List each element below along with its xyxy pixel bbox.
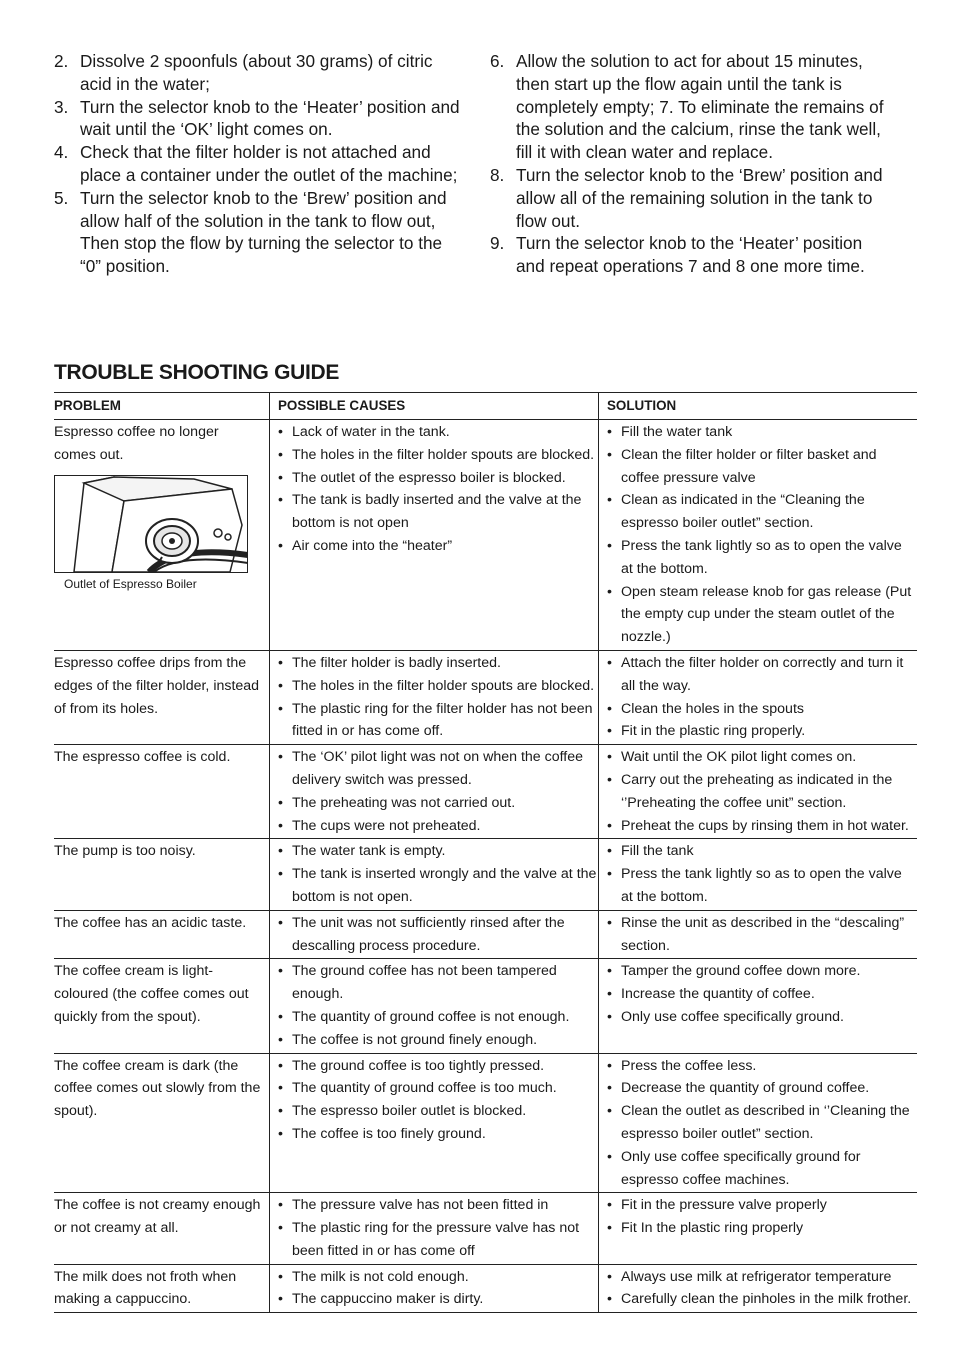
cause-item: • The quantity of ground coffee is not enough.	[278, 1006, 598, 1029]
solution-item: • Only use coffee specifically ground.	[607, 1006, 917, 1029]
causes-list	[278, 1266, 598, 1312]
table-row	[54, 1193, 917, 1264]
header-solution: SOLUTION	[599, 393, 918, 420]
cause-item: • The cappuccino maker is dirty.	[278, 1288, 598, 1311]
cause-item: • The plastic ring for the filter holder has not been fitted in or has come off.	[278, 698, 598, 744]
solution-item: • Rinse the unit as described in the “descaling” section.	[607, 912, 917, 958]
problem-text: The coffee cream is light-coloured (the coffee comes out quickly from the spout).	[54, 963, 249, 1025]
solution-cell	[599, 910, 918, 959]
step-number: 5.	[54, 187, 69, 208]
cause-item: • The filter holder is badly inserted.	[278, 652, 598, 675]
causes-cell	[270, 1053, 599, 1193]
causes-cell	[270, 420, 599, 651]
solutions-list	[607, 652, 917, 743]
causes-list	[278, 1055, 598, 1146]
guide-title: TROUBLE SHOOTING GUIDE	[54, 361, 340, 384]
cause-item: • Lack of water in the tank.	[278, 421, 598, 444]
solution-item: • Tamper the ground coffee down more.	[607, 960, 917, 983]
table-row	[54, 745, 917, 839]
causes-cell	[270, 1193, 599, 1264]
problem-text: Espresso coffee no longer comes out.	[54, 424, 219, 463]
step-text: Turn the selector knob to the ‘Brew’ position and allow all of the remaining solution in the tank to flow out.	[516, 164, 883, 231]
problem-cell	[54, 1053, 270, 1193]
causes-list	[278, 912, 598, 958]
solution-cell	[599, 745, 918, 839]
figure-caption: Outlet of Espresso Boiler	[64, 576, 197, 591]
cause-item: • The water tank is empty.	[278, 840, 598, 863]
table-row	[54, 910, 917, 959]
problem-cell	[54, 1264, 270, 1313]
solution-item: • Fill the water tank	[607, 421, 917, 444]
causes-cell	[270, 910, 599, 959]
problem-text: The espresso coffee is cold.	[54, 749, 231, 766]
solution-item: • Only use coffee specifically ground for espresso coffee machines.	[607, 1146, 917, 1192]
step-number: 3.	[54, 96, 69, 117]
step-item	[54, 50, 464, 96]
solution-item: • Carry out the preheating as indicated in the ‘’Preheating the coffee unit” section.	[607, 769, 917, 815]
cause-item: • The coffee is too finely ground.	[278, 1123, 598, 1146]
cause-item: • The pressure valve has not been fitted in	[278, 1194, 598, 1217]
solution-item: • Fit In the plastic ring properly	[607, 1217, 917, 1240]
table-row	[54, 839, 917, 910]
problem-cell	[54, 959, 270, 1053]
step-text: Turn the selector knob to the ‘Brew’ position and allow half of the solution in the tank to flow out, Then stop the flow by turning the selector to the “0” position.	[80, 187, 447, 277]
causes-list	[278, 652, 598, 743]
solution-item: • Increase the quantity of coffee.	[607, 983, 917, 1006]
step-text: Check that the filter holder is not attached and place a container under the outlet of the machine;	[80, 142, 458, 185]
cause-item: • The quantity of ground coffee is too much.	[278, 1077, 598, 1100]
step-text: Dissolve 2 spoonfuls (about 30 grams) of citric acid in the water;	[80, 51, 433, 94]
cause-item: • The cups were not preheated.	[278, 815, 598, 838]
solution-item: • Fit in the pressure valve properly	[607, 1194, 917, 1217]
cause-item: • The milk is not cold enough.	[278, 1266, 598, 1289]
cause-item: • The holes in the filter holder spouts are blocked.	[278, 675, 598, 698]
solution-cell	[599, 839, 918, 910]
problem-text: The milk does not froth when making a cappuccino.	[54, 1268, 237, 1308]
steps-right-column	[490, 50, 890, 278]
causes-list	[278, 746, 598, 837]
solution-item: • Attach the filter holder on correctly and turn it all the way.	[607, 652, 917, 698]
solution-cell	[599, 1264, 918, 1313]
solution-cell	[599, 959, 918, 1053]
solution-item: • Clean the outlet as described in ‘’Cleaning the espresso boiler outlet” section.	[607, 1100, 917, 1146]
causes-cell	[270, 839, 599, 910]
header-causes: POSSIBLE CAUSES	[270, 393, 599, 420]
solution-cell	[599, 650, 918, 744]
step-item	[54, 96, 464, 142]
solution-item: • Fit in the plastic ring properly.	[607, 720, 917, 743]
solutions-list	[607, 840, 917, 908]
solutions-list	[607, 960, 917, 1028]
problem-text: Espresso coffee drips from the edges of the filter holder, instead of from its holes.	[54, 654, 260, 717]
step-text: Turn the selector knob to the ‘Heater’ position and wait until the ‘OK’ light comes on.	[80, 96, 460, 140]
table-row	[54, 1053, 917, 1193]
cause-item: • The plastic ring for the pressure valve has not been fitted in or has come off	[278, 1217, 598, 1263]
causes-list	[278, 421, 598, 558]
problem-text: The pump is too noisy.	[54, 843, 196, 860]
problem-text: The coffee is not creamy enough or not creamy at all.	[54, 1197, 261, 1237]
step-text: Allow the solution to act for about 15 minutes, then start up the flow again until the tank is completely empty; 7. To eliminate the remains of the solution and the calcium, rinse the tank well, fill it with clean water and replace.	[516, 51, 884, 163]
causes-list	[278, 1194, 598, 1262]
solutions-list	[607, 1055, 917, 1192]
table-row	[54, 1264, 917, 1313]
solution-item: • Preheat the cups by rinsing them in hot water.	[607, 815, 917, 838]
table-row	[54, 650, 917, 744]
solution-item: • Clean the filter holder or filter basket and coffee pressure valve	[607, 444, 917, 490]
espresso-boiler-outlet-illustration	[54, 475, 248, 573]
table-row	[54, 959, 917, 1053]
cause-item: • The tank is badly inserted and the valve at the bottom is not open	[278, 489, 598, 535]
cause-item: • The outlet of the espresso boiler is blocked.	[278, 467, 598, 490]
solution-item: • Decrease the quantity of ground coffee.	[607, 1077, 917, 1100]
step-number: 8.	[490, 164, 505, 185]
cause-item: • The unit was not sufficiently rinsed after the descalling process procedure.	[278, 912, 598, 958]
solution-item: • Carefully clean the pinholes in the milk frother.	[607, 1288, 917, 1311]
solution-item: • Open steam release knob for gas release (Put the empty cup under the steam outlet of the nozzle.)	[607, 581, 917, 649]
step-item	[490, 164, 890, 232]
solutions-list	[607, 1194, 917, 1240]
causes-list	[278, 840, 598, 908]
descaling-steps	[54, 50, 900, 278]
solution-item: • Press the coffee less.	[607, 1055, 917, 1078]
table-header-row	[54, 393, 917, 420]
causes-cell	[270, 745, 599, 839]
step-text: Turn the selector knob to the ‘Heater’ position and repeat operations 7 and 8 one more time.	[516, 233, 865, 277]
solution-cell	[599, 1193, 918, 1264]
cause-item: • The coffee is not ground finely enough.	[278, 1029, 598, 1052]
cause-item: • The ground coffee has not been tampered enough.	[278, 960, 598, 1006]
step-number: 9.	[490, 233, 505, 254]
problem-cell	[54, 420, 270, 651]
solution-cell	[599, 420, 918, 651]
steps-left-column	[54, 50, 464, 278]
solution-cell	[599, 1053, 918, 1193]
cause-item: • The tank is inserted wrongly and the valve at the bottom is not open.	[278, 863, 598, 909]
header-problem: PROBLEM	[54, 393, 270, 420]
cause-item: • Air come into the “heater”	[278, 535, 598, 558]
step-item	[54, 187, 464, 278]
table-row	[54, 420, 917, 651]
solution-item: • Always use milk at refrigerator temperature	[607, 1266, 917, 1289]
step-number: 4.	[54, 142, 69, 163]
solution-item: • Clean the holes in the spouts	[607, 698, 917, 721]
problem-text: The coffee cream is dark (the coffee comes out slowly from the spout).	[54, 1057, 261, 1120]
solution-item: • Wait until the OK pilot light comes on.	[607, 746, 917, 769]
solutions-list	[607, 912, 917, 958]
table-body	[54, 420, 917, 1313]
step-item	[490, 50, 890, 164]
cause-item: • The holes in the filter holder spouts are blocked.	[278, 444, 598, 467]
causes-list	[278, 960, 598, 1051]
step-item	[54, 141, 464, 187]
solutions-list	[607, 421, 917, 649]
troubleshooting-table	[54, 392, 917, 1313]
causes-cell	[270, 959, 599, 1053]
solution-item: • Clean as indicated in the “Cleaning the espresso boiler outlet” section.	[607, 489, 917, 535]
problem-cell	[54, 910, 270, 959]
cause-item: • The preheating was not carried out.	[278, 792, 598, 815]
problem-cell	[54, 839, 270, 910]
step-number: 6.	[490, 51, 505, 71]
problem-cell	[54, 745, 270, 839]
solution-item: • Press the tank lightly so as to open the valve at the bottom.	[607, 535, 917, 581]
problem-cell	[54, 650, 270, 744]
causes-cell	[270, 650, 599, 744]
cause-item: • The ground coffee is too tightly pressed.	[278, 1055, 598, 1078]
solutions-list	[607, 1266, 917, 1312]
step-item	[490, 232, 890, 278]
solution-item: • Press the tank lightly so as to open the valve at the bottom.	[607, 863, 917, 909]
step-number: 2.	[54, 51, 69, 71]
causes-cell	[270, 1264, 599, 1313]
solutions-list	[607, 746, 917, 837]
cause-item: • The espresso boiler outlet is blocked.	[278, 1100, 598, 1123]
problem-text: The coffee has an acidic taste.	[54, 914, 247, 931]
problem-cell	[54, 1193, 270, 1264]
cause-item: • The ‘OK’ pilot light was not on when the coffee delivery switch was pressed.	[278, 746, 598, 792]
solution-item: • Fill the tank	[607, 840, 917, 863]
boiler-figure	[54, 475, 250, 592]
